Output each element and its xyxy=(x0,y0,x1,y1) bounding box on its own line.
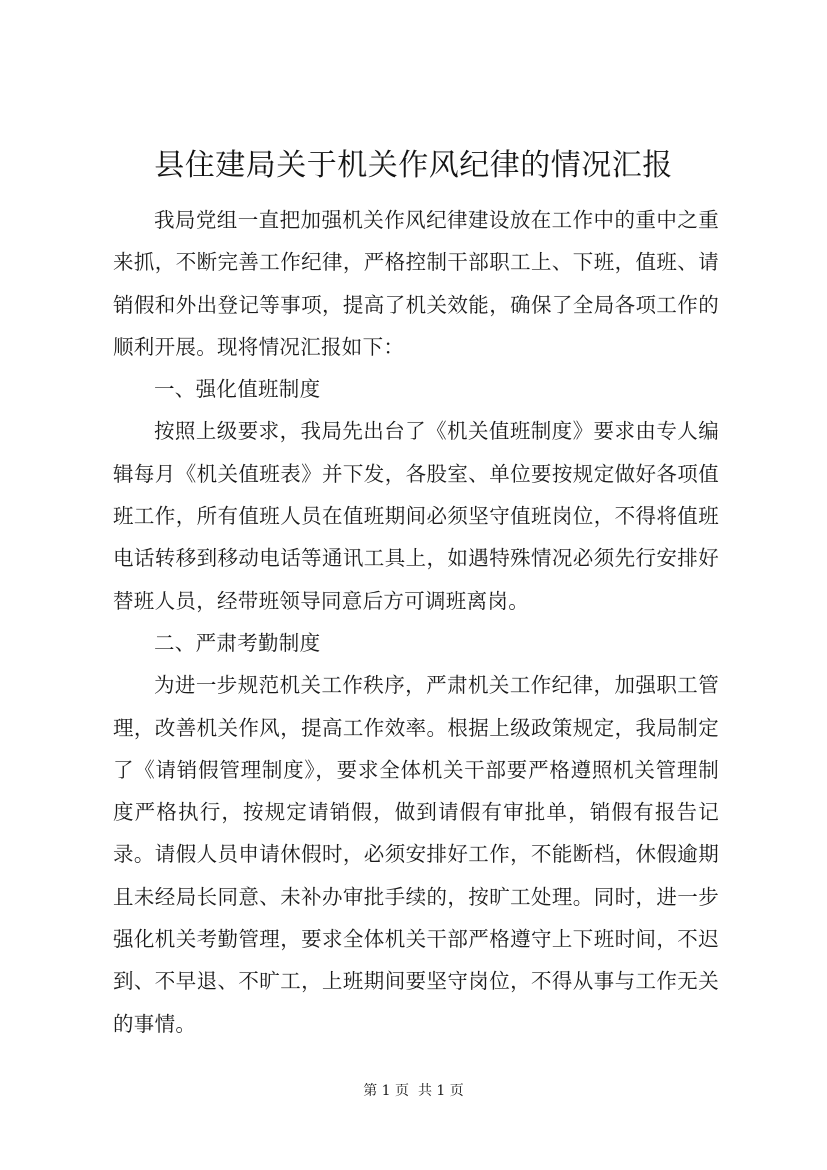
page-footer xyxy=(0,1081,827,1101)
document-body xyxy=(113,199,719,1045)
intro-paragraph: 我局党组一直把加强机关作风纪律建设放在工作中的重中之重来抓，不断完善工作纪律，严格控制干部职工上、下班，值班、请销假和外出登记等事项，提高了机关效能，确保了全局各项工作的顺利开展。现将情况汇报如下： xyxy=(113,208,719,359)
document-title: 县住建局关于机关作风纪律的情况汇报 xyxy=(154,148,673,183)
page-number: 第 1 页 共 1 页 xyxy=(363,1083,464,1099)
section-paragraph-attendance: 为进一步规范机关工作秩序，严肃机关工作纪律，加强职工管理，改善机关作风，提高工作效率。根据上级政策规定，我局制定了《请销假管理制度》，要求全体机关干部要严格遵照机关管理制度严格执行，按规定请销假，做到请假有审批单，销假有报告记录。请假人员申请休假时，必须安排好工作，不能断档，休假逾期且未经局长同意、未补办审批手续的，按旷工处理。同时，进一步强化机关考勤管理，要求全体机关干部严格遵守上下班时间，不迟到、不早退、不旷工，上班期间要坚守岗位，不得从事与工作无关的事情。 xyxy=(113,673,719,1036)
section-paragraph-duty: 按照上级要求，我局先出台了《机关值班制度》要求由专人编辑每月《机关值班表》并下发，各股室、单位要按规定做好各项值班工作，所有值班人员在值班期间必须坚守值班岗位，不得将值班电话转移到移动电话等通讯工具上，如遇特殊情况必须先行安排好替班人员，经带班领导同意后方可调班离岗。 xyxy=(113,419,719,613)
section-heading-duty: 一、强化值班制度 xyxy=(154,377,321,402)
section-heading-attendance: 二、严肃考勤制度 xyxy=(154,630,321,655)
